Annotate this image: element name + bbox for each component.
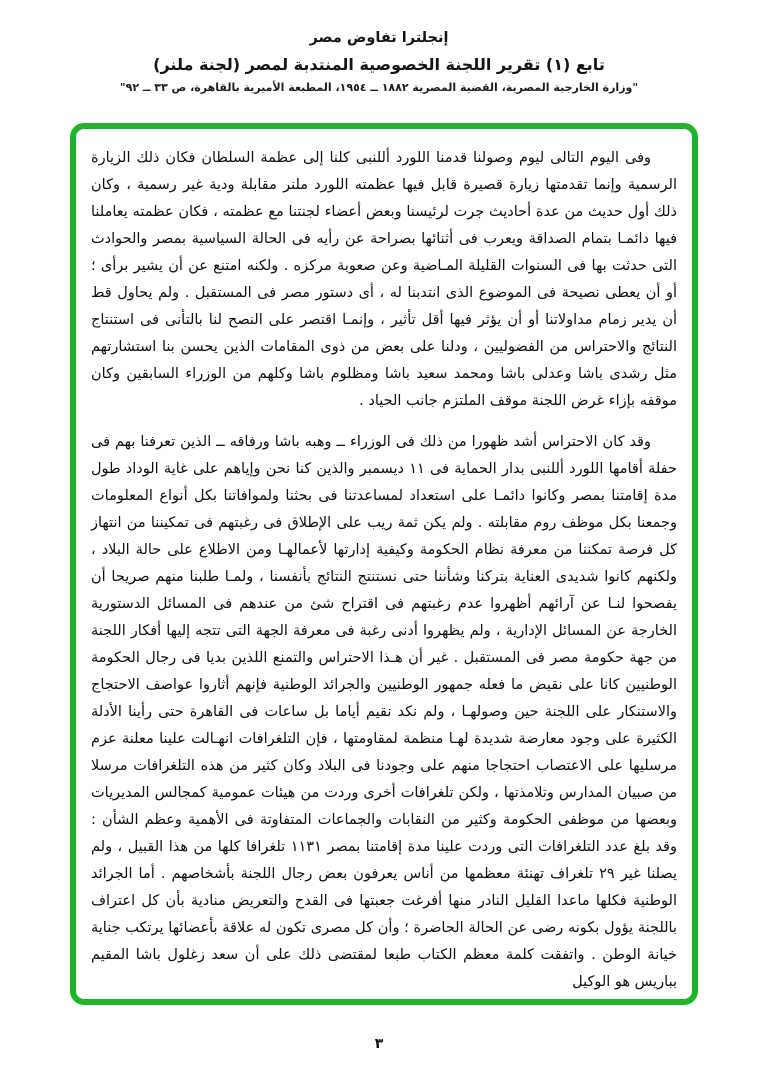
document-body [91,145,677,996]
paragraph: وفى اليوم التالى ليوم وصولنا قدمنا اللورد أللنبى كلنا إلى عظمة السلطان فكان ذلك الزيارة الرسمية وإنما تقدمتها زيارة قصيرة قابل فيها عظمته اللورد ملنر مقابلة ودية غير رسمية ، وكان ذلك أول حديث من عدة أحاديث جرت لرئيسنا وبعض أعضاء لجنتنا مع عظمته ، فكان عظمته يعاملنا فيها دائمـا بتمام الصداقة ويعرب فى أثنائها بصراحة عن رأيه فى الحالة السياسية بمصر والحوادث التى حدثت بها فى السنوات القليلة المـاضية وعن صعوبة مركزه . ولكنه امتنع عن أن يشير برأى ؛ أو أن يعطى نصيحة فى الموضوع الذى انتدبنا له ، أى دستور مصر فى المستقبل . ولم يحاول قط أن يدير زمام مداولاتنا أو أن يؤثر فيها أقل تأثير ، وإنمـا اقتصر على النصح لنا بالتأنى فى استنتاج النتائج والاحتراس من الفضوليين ، ودلنا على بعض من ذوى المقامات الذين يحسن بنا استشارتهم مثل رشدى باشا وعدلى باشا ومحمد سعيد باشا ومظلوم باشا وكلهم من الوزراء السابقين وكان موقفه بإزاء غرض اللجنة موقف الملتزم جانب الحياد . [91,150,677,409]
document-subtitle: تابع (١) تقرير اللجنة الخصوصية المنتدبة لمصر (لجنة ملنر) [153,55,605,74]
paragraph: وقد كان الاحتراس أشد ظهورا من ذلك فى الوزراء ــ وهبه باشا ورفاقه ــ الذين تعرفنا بهم فى حفلة أقامها اللورد أللنبى بدار الحماية فى ١١ ديسمبر والذين كنا نحن وإياهم على غاية الوداد طول مدة إقامتنا بمصر وكانوا دائمـا على استعداد لمساعدتنا فى بحثنا ولموافاتنا بكل أنواع المعلومات وجمعنا بكل موظف روم مقابلته . ولم يكن ثمة ريب على الإطلاق فى رغبتهم فى تمكيننا من انتهاز كل فرصة تمكننا من معرفة نظام الحكومة وكيفية إدارتها لأعمالهـا ومن الاطلاع على حالة البلاد ، ولكنهم كانوا شديدى العناية بتركنا وشأننا حتى نستنتج النتائج بأنفسنا ، ولمـا طلبنا منهم صريحا أن يفصحوا لنـا عن آرائهم أظهروا عدم رغبتهم فى اقتراح شئ من عندهم فى المسائل الدستورية الخارجة عن المسائل الإدارية ، ولم يظهروا أدنى رغبة فى معرفة الجهة التى تتجه إليها أفكار اللجنة من جهة حكومة مصر فى المستقبل . غير أن هـذا الاحتراس والتمنع اللذين بديا فى رجال الحكومة الوطنيين كانا على نقيض ما فعله جمهور الوطنيين والجرائد الوطنية فإنهم أثاروا عواصف الاحتجاج والاستنكار على اللجنة حين وصولهـا ، ولم نكد نقيم أياما بل ساعات فى القاهرة حتى رأينا الأدلة الكثيرة على وجود معارضة شديدة لهـا منظمة لمقاومتها ، فإن التلغرافات انهـالت علينا معلنة عزم مرسليها على الاعتصاب احتجاجا منهم على وجودنا فى البلاد وكان كثير من هذه التلغرافات مرسلا من صبيان المدارس وتلامذتها ، ولكن تلغرافات أخرى وردت من هيئات عمومية كمجالس المديريات وبعضها من موظفى الحكومة وكثير من النقابات والجماعات المتفاوتة فى الأهمية وعظم الشأن : وقد بلغ عدد التلغرافات التى وردت علينا مدة إقامتنا بمصر ١١٣١ تلغرافا كلها من هذا القبيل ، ولم يصلنا غير ٢٩ تلغراف تهنئة معظمها من أناس يعرفون بعض رجال اللجنة بأشخاصهم . أما الجرائد الوطنية فكلها ماعدا القليل النادر منها أفرغت جعبتها فى القدح والتعريض منادية بأن كل اعتراف باللجنة يؤول بكونه رضى عن الحالة الحاضرة ؛ وأن كل مصرى تكون له علاقة بأعضائها يرتكب جناية خيانة الوطن . واتفقت كلمة معظم الكتاب طبعا لمقتضى ذلك على أن سعد زغلول باشا المقيم بباريس هو الوكيل [91,434,677,990]
highlighted-text-frame [70,123,698,1005]
document-source-citation: "وزارة الخارجية المصرية، القضية المصرية ١٨٨٢ ــ ١٩٥٤، المطبعة الأميرية بالقاهرة، ص ٣٣ ــ ٩٢" [119,81,639,94]
page-number: ٣ [374,1036,384,1052]
document-header [0,30,758,94]
document-title: إنجلترا تفاوض مصر [309,30,449,46]
